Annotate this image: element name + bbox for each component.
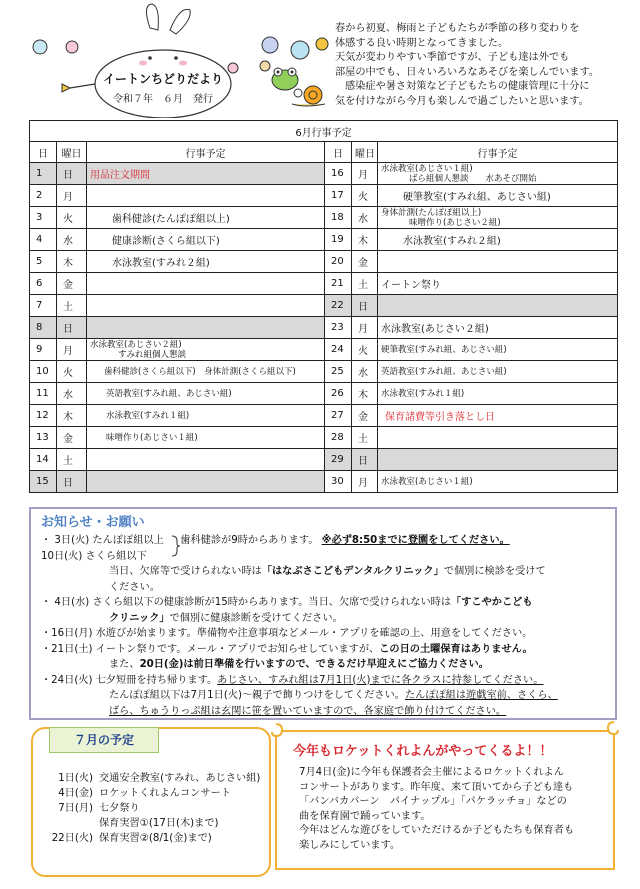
event-text: 水泳教室(あじさい２組) (381, 324, 489, 335)
intro-line: 春から初夏、梅雨と子どもたちが季節の移り変わりを (335, 23, 580, 34)
intro-line: 感染症や暑さ対策など子どもたちの健康管理に十分に (345, 81, 590, 93)
rocket-line: 曲を保育園で踊っています。 (299, 810, 431, 822)
event-cell (378, 361, 618, 383)
weekday-label: 火 (63, 368, 73, 379)
day-number: 24 (331, 344, 344, 355)
weekday-cell (352, 361, 378, 383)
notice-item (41, 688, 611, 704)
weekday-cell (352, 449, 378, 471)
col-header-weekday: 曜日 (352, 142, 378, 163)
weekday-cell (352, 163, 378, 185)
weekday-label: 日 (63, 324, 73, 335)
july-event: ロケットくれよんコンサート (99, 788, 231, 799)
notice-text: ください。 (109, 581, 160, 593)
header (0, 0, 640, 118)
weekday-label: 土 (358, 434, 368, 445)
notice-group: たんぽぽ組以上 (92, 535, 164, 546)
event-text: 水泳教室(すみれ２組) (403, 236, 501, 247)
weekday-label: 水 (358, 368, 368, 379)
event-line: 身体計測(たんぽぽ組以上) (381, 207, 482, 218)
event-text: 水泳教室(あじさい１組) (381, 477, 473, 487)
july-list (45, 771, 260, 846)
balloon-icon (228, 63, 238, 73)
notice-group: さくら組以下 (85, 550, 147, 562)
event-text: 味噌作り(あじさい１組) (106, 433, 198, 443)
day-cell (30, 273, 57, 295)
day-cell (325, 471, 352, 493)
day-number: 26 (331, 388, 344, 399)
rocket-line: 今年はどんな遊びをしていただけるか子どもたちも保育者も (299, 825, 575, 836)
notice-date: ・ 3日(火) (41, 535, 90, 546)
schedule-row (30, 405, 618, 427)
event-text: 用品注文期間 (90, 170, 150, 181)
rocket-line: 7月4日(金)に今年も保護者会主催によるロケットくれよん (299, 767, 564, 778)
day-cell (325, 405, 352, 427)
notice-emphasis: この日の土曜保育はありません。 (379, 643, 533, 655)
event-cell (87, 339, 325, 361)
notice-item (41, 549, 611, 565)
notice-date: ・16日(月) (41, 628, 93, 639)
day-number: 29 (331, 454, 344, 465)
notice-text: イートン祭りです。メール・アプリでお知らせしていますが、 (95, 643, 380, 655)
weekday-cell (352, 427, 378, 449)
day-number: 4 (36, 234, 43, 245)
day-number: 9 (36, 344, 43, 355)
day-cell (30, 295, 57, 317)
event-text: 歯科健診(たんぽぽ組以上) (112, 214, 230, 225)
schedule-row (30, 163, 618, 185)
event-cell (378, 251, 618, 273)
notice-title: お知らせ・お願い (41, 515, 145, 530)
july-title: ７月の予定 (49, 727, 159, 753)
weekday-cell (57, 449, 87, 471)
schedule-row (30, 317, 618, 339)
day-number: 28 (331, 432, 344, 443)
event-line: 味噌作り(あじさい２組) (409, 217, 501, 228)
rocket-line: コンサートがあります。昨年度、来て頂いてから子ども達も (299, 781, 574, 793)
notice-item (41, 611, 611, 627)
frog-icon (272, 68, 298, 90)
weekday-label: 金 (63, 434, 73, 445)
day-cell (325, 207, 352, 229)
schedule-row (30, 471, 618, 493)
event-line: すみれ組個人懇談 (118, 349, 187, 360)
col-header-event: 行事予定 (378, 142, 618, 163)
clinic-name: クリニック」 (109, 612, 170, 624)
weekday-cell (57, 251, 87, 273)
clinic-name: 「すこやかこども (451, 597, 533, 608)
event-cell (87, 295, 325, 317)
notice-item (41, 626, 611, 642)
balloon-icon (262, 37, 278, 53)
notice-text: また、 (109, 659, 140, 670)
weekday-label: 土 (358, 280, 368, 291)
day-number: 16 (331, 168, 344, 179)
july-item (45, 801, 260, 816)
intro-line: 気を付けながら今月も楽しんで過ごしたいと思います。 (335, 95, 589, 107)
event-text: 保育諸費等引き落とし日 (385, 412, 495, 423)
notice-box (29, 507, 617, 720)
schedule-row (30, 185, 618, 207)
event-cell (87, 383, 325, 405)
event-text: 英語教室(すみれ組、あじさい組) (106, 389, 232, 399)
weekday-cell (352, 185, 378, 207)
day-cell (30, 405, 57, 427)
weekday-cell (352, 383, 378, 405)
event-line: 水泳教室(あじさい１組) (381, 163, 473, 174)
july-item (45, 771, 260, 786)
schedule-row (30, 449, 618, 471)
weekday-label: 月 (358, 324, 368, 335)
day-number: 6 (36, 278, 43, 289)
rocket-title: 今年もロケットくれよんがやってくるよ！！ (293, 744, 553, 759)
day-number: 25 (331, 366, 344, 377)
event-text: 健康診断(さくら組以下) (112, 236, 220, 247)
notice-body (41, 533, 611, 719)
schedule-row (30, 229, 618, 251)
weekday-label: 金 (358, 258, 368, 269)
weekday-cell (352, 251, 378, 273)
day-cell (30, 317, 57, 339)
day-number: 14 (36, 454, 49, 465)
weekday-cell (57, 229, 87, 251)
event-cell (378, 339, 618, 361)
intro-text (335, 22, 635, 110)
notice-item (41, 564, 611, 580)
col-header-day: 日 (30, 142, 57, 163)
notice-date: ・ 4日(水) (41, 597, 90, 608)
day-number: 12 (36, 410, 49, 421)
day-number: 27 (331, 410, 344, 421)
day-number: 17 (331, 190, 344, 201)
day-cell (325, 317, 352, 339)
weekday-label: 日 (358, 456, 368, 467)
day-cell (30, 185, 57, 207)
day-number: 22 (331, 300, 344, 311)
notice-text: さくら組以下の健康診断が15時からあります。当日、欠席で受けられない時は (92, 597, 452, 608)
event-cell (378, 229, 618, 251)
notice-item (41, 657, 611, 673)
july-event: 保育実習②(8/1(金)まで) (99, 833, 212, 844)
july-date: 4日(金) (58, 788, 93, 799)
day-cell (325, 427, 352, 449)
july-item (45, 816, 260, 831)
day-cell (325, 229, 352, 251)
rocket-crayon-box (275, 730, 615, 870)
day-number: 13 (36, 432, 49, 443)
weekday-cell (57, 471, 87, 493)
rocket-body (299, 766, 599, 853)
day-number: 21 (331, 278, 344, 289)
notice-text: 当日、欠席等で受けられない時は (109, 566, 262, 577)
event-line: ばら組個人懇談 水あそび開始 (409, 173, 537, 184)
event-cell (378, 427, 618, 449)
day-number: 18 (331, 212, 344, 223)
weekday-label: 土 (63, 456, 73, 467)
event-text: 硬筆教室(すみれ組、あじさい組) (403, 192, 551, 203)
snail-icon (292, 86, 325, 106)
day-cell (325, 449, 352, 471)
event-cell (87, 273, 325, 295)
event-cell (378, 163, 618, 185)
event-cell (87, 163, 325, 185)
notice-text: で個別に健康診断を受けてください。 (169, 612, 343, 624)
weekday-label: 火 (358, 192, 368, 203)
day-cell (325, 185, 352, 207)
col-header-event: 行事予定 (87, 142, 325, 163)
col-header-day: 日 (325, 142, 352, 163)
day-number: 19 (331, 234, 344, 245)
balloon-icon (291, 41, 309, 59)
day-cell (30, 251, 57, 273)
notice-text: 水遊びが始まります。準備物や注意事項などメール・アプリを確認の上、用意をしてください。 (95, 628, 533, 639)
weekday-cell (352, 471, 378, 493)
event-cell (87, 405, 325, 427)
notice-date: ・21日(土) (41, 643, 93, 655)
july-event: 交通安全教室(すみれ、あじさい組) (99, 773, 261, 784)
balloon-icon (316, 38, 328, 50)
day-cell (325, 251, 352, 273)
july-event: 保育実習①(17日(木)まで) (99, 818, 219, 829)
event-cell (378, 207, 618, 229)
day-number: 10 (36, 366, 49, 377)
schedule-row (30, 383, 618, 405)
day-cell (30, 449, 57, 471)
notice-underline: たんぽぽ組は遊戯室前、さくら、 (404, 690, 558, 701)
notice-item (41, 533, 611, 549)
weekday-label: 木 (63, 258, 73, 269)
notice-text: で個別に検診を受けて (443, 566, 546, 577)
weekday-cell (352, 339, 378, 361)
weekday-label: 水 (358, 214, 368, 225)
weekday-label: 金 (63, 280, 73, 291)
notice-item (41, 595, 611, 611)
event-cell (87, 427, 325, 449)
july-date: 7日(月) (58, 803, 93, 814)
clinic-name: 「はなぶさこどもデンタルクリニック」 (261, 566, 444, 577)
weekday-cell (57, 295, 87, 317)
schedule-row (30, 273, 618, 295)
weekday-cell (352, 229, 378, 251)
event-cell (87, 207, 325, 229)
july-schedule-box (31, 727, 271, 877)
schedule-row (30, 207, 618, 229)
balloon-icon (260, 61, 270, 71)
intro-line: 体感する良い時期となってきました。 (335, 37, 509, 49)
day-number: 8 (36, 322, 43, 333)
schedule-row (30, 427, 618, 449)
day-number: 30 (331, 476, 344, 487)
schedule-row (30, 251, 618, 273)
day-number: 11 (36, 388, 49, 399)
event-cell (378, 295, 618, 317)
day-cell (30, 229, 57, 251)
intro-line: 部屋の中でも、日々いろいろなあそびを楽しんでいます。 (335, 66, 600, 78)
day-number: 1 (36, 168, 43, 179)
weekday-label: 水 (63, 236, 73, 247)
weekday-label: 水 (63, 390, 73, 401)
weekday-cell (57, 163, 87, 185)
weekday-cell (57, 185, 87, 207)
day-cell (30, 339, 57, 361)
event-cell (378, 449, 618, 471)
weekday-cell (352, 405, 378, 427)
notice-text: 歯科健診が9時からあります。 (180, 535, 319, 546)
day-cell (325, 361, 352, 383)
rocket-line: 楽しみにしています。 (299, 839, 401, 851)
day-cell (30, 361, 57, 383)
weekday-label: 火 (358, 346, 368, 357)
notice-underline: ばら、ちゅうりっぷ組は玄関に笹を置いていますので、各家庭で飾り付けてください。 (109, 705, 507, 717)
day-number: 7 (36, 300, 43, 311)
weekday-label: 日 (63, 170, 73, 181)
weekday-label: 木 (358, 390, 368, 401)
day-cell (325, 163, 352, 185)
weekday-cell (57, 273, 87, 295)
weekday-label: 木 (358, 236, 368, 247)
notice-item (41, 673, 611, 689)
weekday-label: 木 (63, 412, 73, 423)
weekday-label: 日 (63, 478, 73, 489)
weekday-cell (57, 383, 87, 405)
table-caption: 6月行事予定 (30, 121, 618, 142)
notice-date: 10日(火) (41, 550, 83, 562)
notice-emphasis: ※必ず8:50までに登園をしてください。 (321, 535, 510, 546)
july-item (45, 831, 260, 846)
day-number: 20 (331, 256, 344, 267)
weekday-label: 月 (358, 170, 368, 181)
schedule-row (30, 295, 618, 317)
issue-date: 令和７年 ６月 発行 (113, 94, 213, 105)
notice-emphasis: 20日(金)は前日準備を行いますので、できるだけ早迎えにご協力ください。 (139, 659, 489, 670)
weekday-cell (352, 295, 378, 317)
event-cell (87, 229, 325, 251)
newsletter-title: イートンちどりだより (102, 72, 223, 86)
day-number: 5 (36, 256, 43, 267)
day-number: 15 (36, 476, 49, 487)
weekday-cell (352, 207, 378, 229)
event-text: イートン祭り (381, 280, 441, 291)
schedule-row (30, 361, 618, 383)
weekday-cell (57, 361, 87, 383)
scroll-curl-icon (269, 722, 283, 742)
event-cell (378, 405, 618, 427)
day-number: 3 (36, 212, 43, 223)
event-cell (87, 361, 325, 383)
event-text: 水泳教室(すみれ２組) (112, 258, 210, 269)
event-cell (378, 383, 618, 405)
event-cell (87, 251, 325, 273)
notice-underline: あじさい、すみれ組は7月1日(火)までに各クラスに持参してください。 (217, 674, 544, 686)
newsletter-title-box (100, 60, 226, 112)
weekday-cell (57, 317, 87, 339)
weekday-cell (352, 317, 378, 339)
weekday-cell (57, 405, 87, 427)
event-text: 水泳教室(すみれ１組) (381, 389, 465, 399)
event-text: 歯科健診(さくら組以下) 身体計測(さくら組以下) (104, 367, 296, 377)
day-cell (325, 295, 352, 317)
event-cell (87, 317, 325, 339)
weekday-label: 日 (358, 302, 368, 313)
notice-text: たんぽぽ組以下は7月1日(火)～親子で飾りつけをしてください。 (109, 690, 405, 701)
balloon-icon (66, 41, 78, 53)
event-cell (87, 471, 325, 493)
july-item (45, 786, 260, 801)
day-cell (30, 383, 57, 405)
notice-item (41, 642, 611, 658)
schedule-row (30, 339, 618, 361)
weekday-cell (57, 427, 87, 449)
day-cell (30, 207, 57, 229)
notice-date: ・24日(火) (41, 674, 93, 686)
event-line: 水泳教室(あじさい２組) (90, 339, 182, 350)
weekday-label: 土 (63, 302, 73, 313)
day-number: 23 (331, 322, 344, 333)
july-date: 1日(火) (58, 773, 93, 784)
day-cell (325, 339, 352, 361)
event-cell (87, 185, 325, 207)
event-text: 硬筆教室(すみれ組、あじさい組) (381, 345, 507, 355)
july-event: 七夕祭り (99, 803, 140, 814)
rocket-line: 「バンバカバーン パイナップル」「パケラッチョ」などの (299, 796, 567, 807)
day-cell (325, 273, 352, 295)
intro-line: 天気が変わりやすい季節ですが、子ども達は外でも (335, 52, 570, 64)
day-cell (325, 383, 352, 405)
day-number: 2 (36, 190, 43, 201)
scroll-curl-icon (607, 720, 621, 740)
weekday-label: 月 (63, 346, 73, 357)
event-cell (378, 273, 618, 295)
weekday-label: 月 (358, 478, 368, 489)
event-cell (378, 317, 618, 339)
day-cell (30, 471, 57, 493)
event-text: 英語教室(すみれ組、あじさい組) (381, 367, 507, 377)
weekday-label: 火 (63, 214, 73, 225)
col-header-weekday: 曜日 (57, 142, 87, 163)
weekday-label: 月 (63, 192, 73, 203)
weekday-label: 金 (358, 412, 368, 423)
event-text: 水泳教室(すみれ１組) (106, 411, 190, 421)
weekday-cell (352, 273, 378, 295)
day-cell (30, 427, 57, 449)
weekday-cell (57, 207, 87, 229)
june-schedule-table (29, 120, 618, 493)
event-cell (378, 471, 618, 493)
day-cell (30, 163, 57, 185)
balloon-icon (33, 40, 47, 54)
notice-text: 七夕短冊を持ち帰ります。 (95, 674, 218, 686)
brace-icon (171, 535, 181, 557)
event-cell (378, 185, 618, 207)
weekday-cell (57, 339, 87, 361)
event-cell (87, 449, 325, 471)
july-date: 22日(火) (51, 833, 93, 844)
